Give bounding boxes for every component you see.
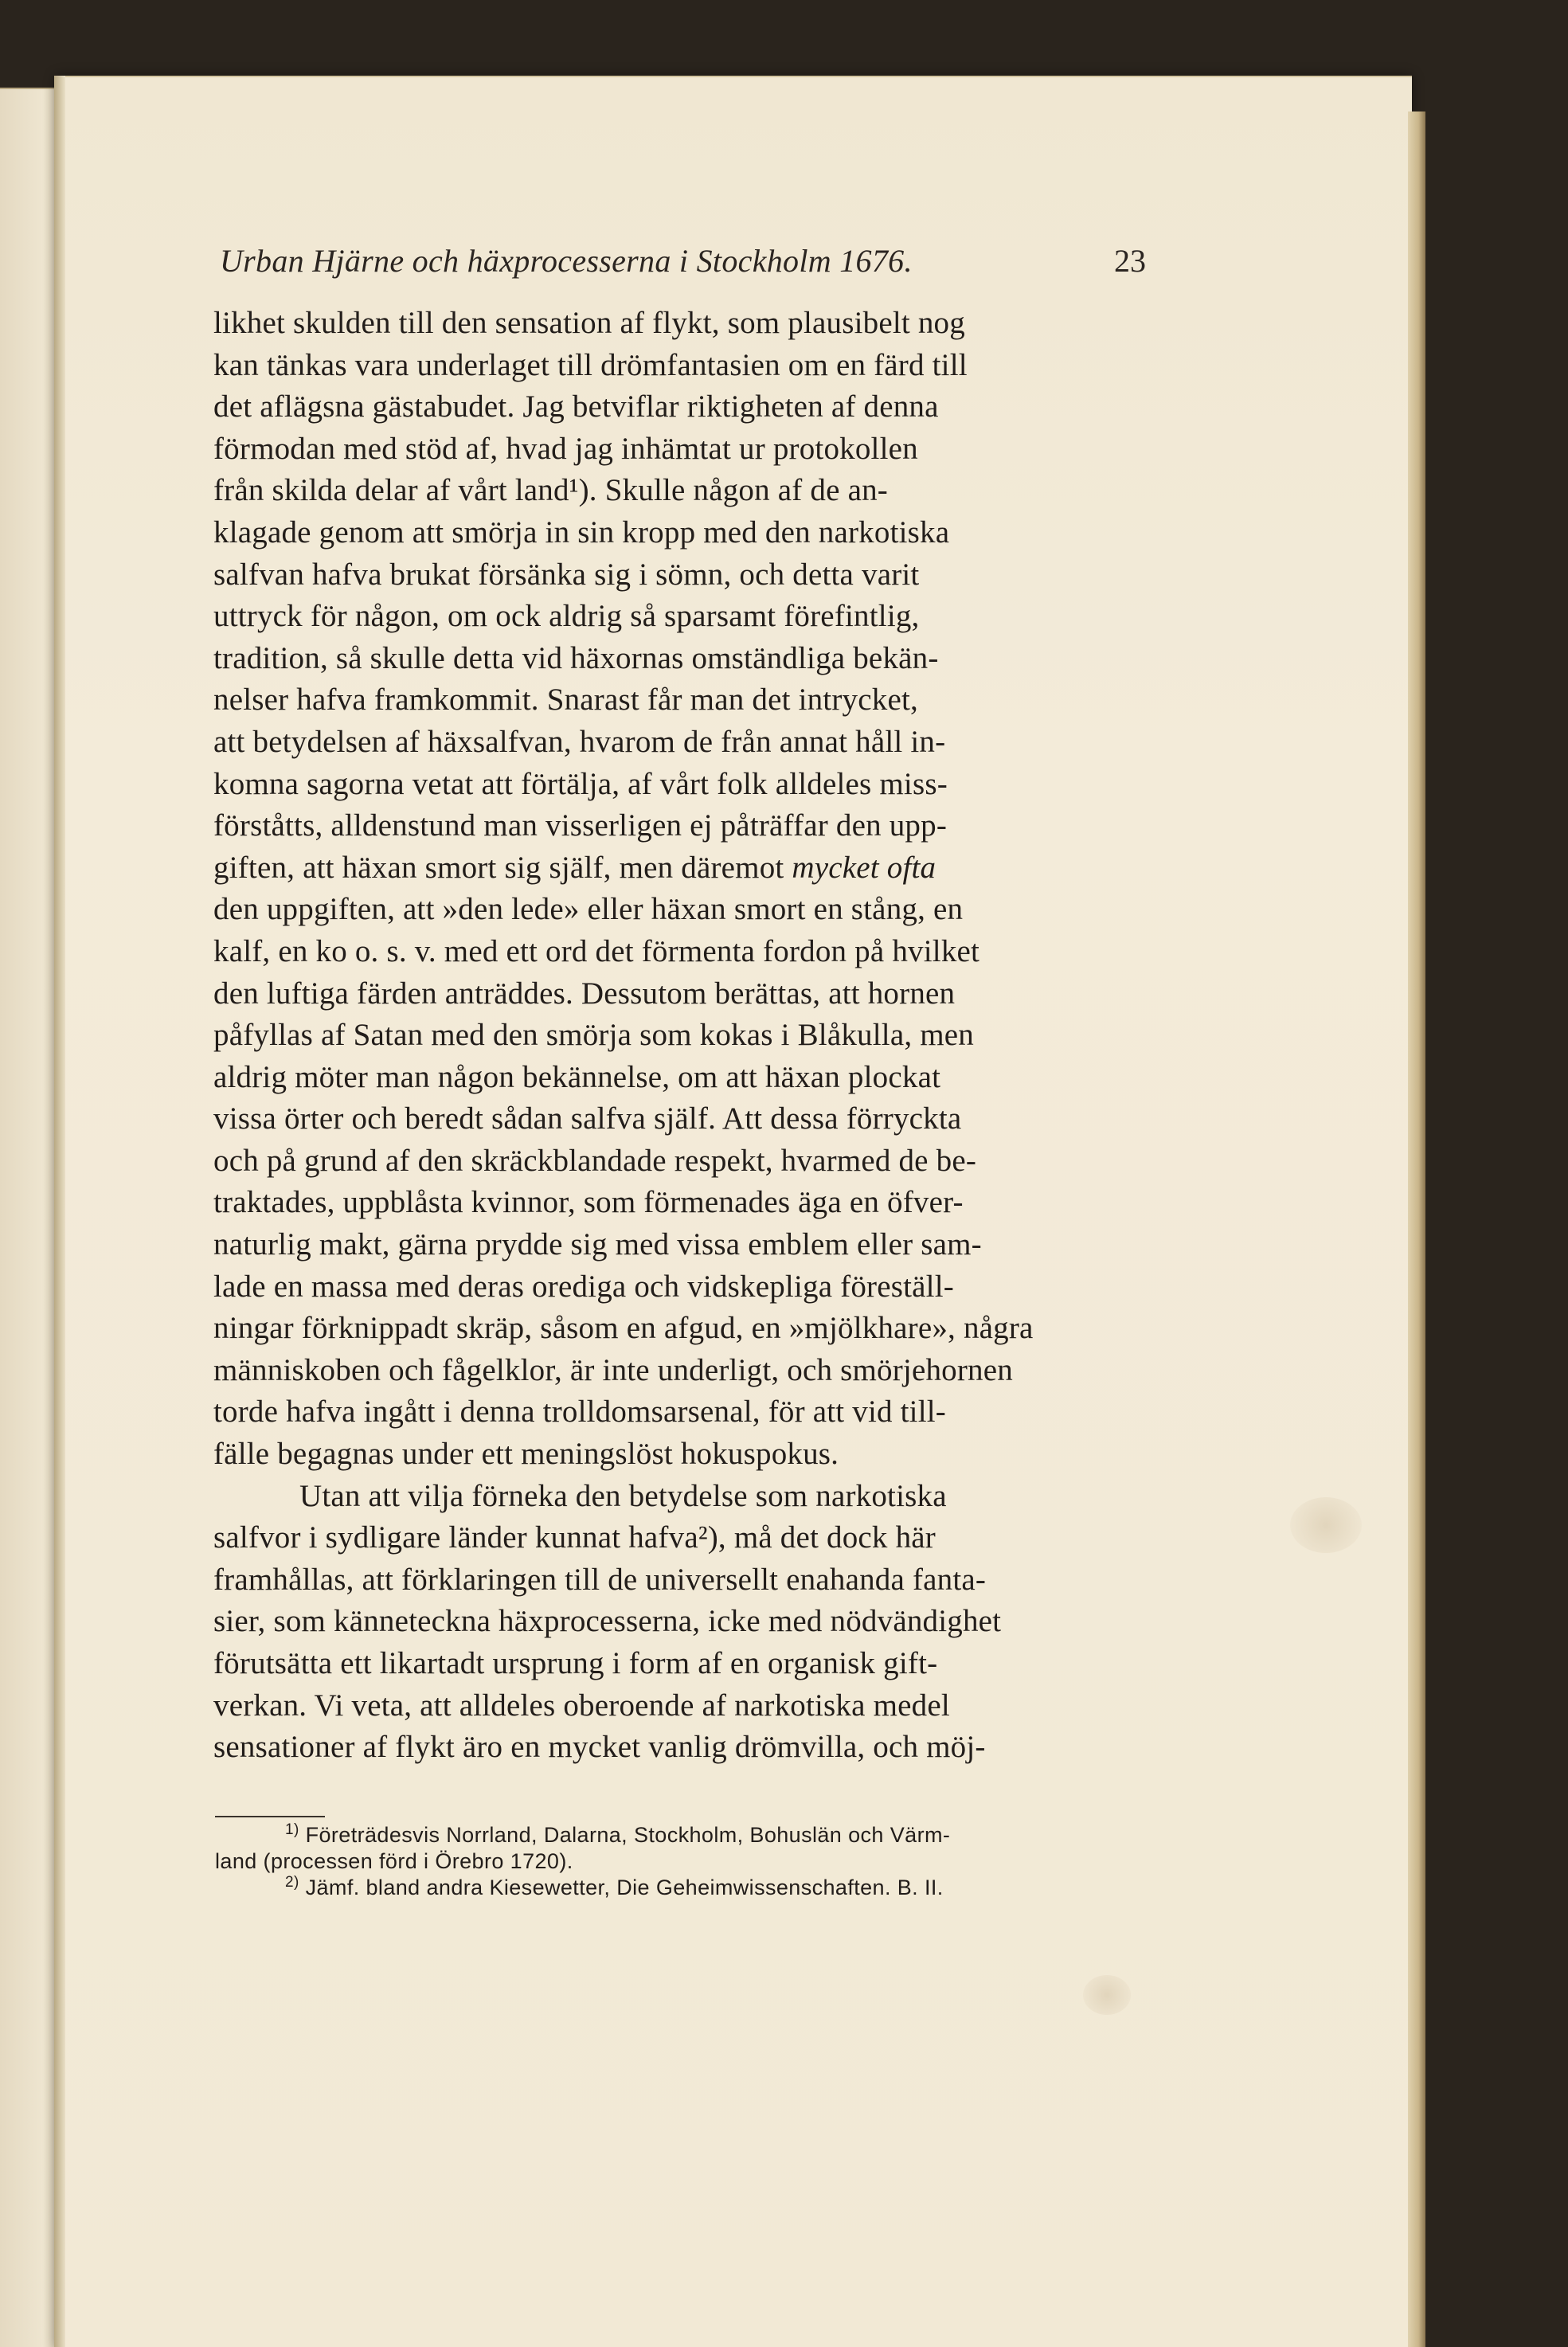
paragraph-first-line: Utan att vilja förneka den betydelse som narkotiska bbox=[299, 1478, 947, 1513]
text-line: salfvan hafva brukat försänka sig i sömn, och detta varit bbox=[213, 557, 920, 592]
text-line: att betydelsen af häxsalfvan, hvarom de från annat håll in- bbox=[213, 724, 946, 759]
footnote-marker: 1) bbox=[285, 1822, 299, 1838]
text-line: det aflägsna gästabudet. Jag betviflar riktigheten af denna bbox=[213, 389, 939, 424]
text-line: sensationer af flykt äro en mycket vanlig drömvilla, och möj- bbox=[213, 1730, 986, 1765]
text-line: förståtts, alldenstund man visserligen ej påträffar den upp- bbox=[213, 808, 948, 843]
text-line: förutsätta ett likartadt ursprung i form af en organisk gift- bbox=[213, 1646, 938, 1680]
text-line: och på grund af den skräckblandade respekt, hvarmed de be- bbox=[213, 1143, 977, 1178]
paper-stain bbox=[1290, 1497, 1362, 1553]
paper-stain bbox=[1083, 1975, 1131, 2015]
footnote-2 bbox=[215, 1875, 1147, 1901]
page-number: 23 bbox=[1114, 243, 1146, 279]
footnote-marker: 2) bbox=[285, 1875, 299, 1891]
body-text bbox=[213, 303, 1145, 1769]
text-line: den uppgiften, att »den lede» eller häxan smort en stång, en bbox=[213, 892, 964, 927]
text-line: klagade genom att smörja in sin kropp med den narkotiska bbox=[213, 514, 950, 550]
text-line bbox=[213, 847, 1145, 890]
footnote-1-line-2: land (processen förd i Örebro 1720). bbox=[215, 1849, 573, 1873]
italic-emphasis: mycket ofta bbox=[792, 850, 936, 885]
text-line: från skilda delar af vårt land¹). Skulle någon af de an- bbox=[213, 473, 888, 508]
text-line: kan tänkas vara underlaget till drömfantasien om en färd till bbox=[213, 347, 968, 382]
text-line: salfvor i sydligare länder kunnat hafva²), må det dock här bbox=[213, 1520, 936, 1555]
running-header bbox=[220, 242, 1146, 290]
text-line: tradition, så skulle detta vid häxornas omständliga bekän- bbox=[213, 640, 939, 675]
text-line: nelser hafva framkommit. Snarast får man det intrycket, bbox=[213, 683, 918, 718]
text-line: likhet skulden till den sensation af flykt, som plausibelt nog bbox=[213, 306, 965, 340]
text-line: naturlig makt, gärna prydde sig med vissa emblem eller sam- bbox=[213, 1227, 982, 1262]
text-line: uttryck för någon, om ock aldrig så sparsamt förefintlig, bbox=[213, 599, 920, 634]
text-line: den luftiga färden anträddes. Dessutom berättas, att hornen bbox=[213, 976, 956, 1011]
text-line: torde hafva ingått i denna trolldomsarsenal, för att vid till- bbox=[213, 1395, 946, 1430]
text-line: förmodan med stöd af, hvad jag inhämtat ur protokollen bbox=[213, 431, 918, 466]
footnote-text: Företrädesvis Norrland, Dalarna, Stockholm, Bohuslän och Värm- bbox=[305, 1823, 951, 1847]
page-gutter bbox=[54, 76, 65, 2347]
text-line: påfyllas af Satan med den smörja som kokas i Blåkulla, men bbox=[213, 1018, 974, 1053]
footnotes bbox=[215, 1822, 1147, 1901]
text-line: fälle begagnas under ett meningslöst hokuspokus. bbox=[213, 1437, 839, 1472]
text-line: ningar förknippadt skräp, såsom en afgud, en »mjölkhare», några bbox=[213, 1311, 1034, 1346]
text-line: verkan. Vi veta, att alldeles oberoende af narkotiska medel bbox=[213, 1688, 950, 1723]
text-line: aldrig möter man någon bekännelse, om att häxan plockat bbox=[213, 1059, 941, 1094]
text-span: giften, att häxan smort sig själf, men däremot bbox=[213, 850, 792, 885]
text-line: framhållas, att förklaringen till de universellt enahanda fanta- bbox=[213, 1562, 987, 1597]
footnote-text: Jämf. bland andra Kiesewetter, Die Geheimwissenschaften. B. II. bbox=[305, 1876, 944, 1899]
text-line: kalf, en ko o. s. v. med ett ord det förmenta fordon på hvilket bbox=[213, 933, 980, 968]
text-line: sier, som känneteckna häxprocesserna, icke med nödvändighet bbox=[213, 1604, 1002, 1639]
text-line: komna sagorna vetat att förtälja, af vårt folk alldeles miss- bbox=[213, 766, 948, 801]
running-head-title: Urban Hjärne och häxprocesserna i Stockholm 1676. bbox=[220, 243, 913, 279]
text-line: människoben och fågelklor, är inte underligt, och smörjehornen bbox=[213, 1352, 1013, 1387]
text-line: vissa örter och beredt sådan salfva själf. Att dessa förryckta bbox=[213, 1101, 962, 1136]
footnote-separator bbox=[215, 1816, 325, 1817]
footnote-1-line-1 bbox=[215, 1822, 1147, 1848]
text-line: traktades, uppblåsta kvinnor, som förmenades äga en öfver- bbox=[213, 1185, 964, 1220]
page-stack-edge bbox=[1408, 111, 1425, 2347]
text-line: lade en massa med deras orediga och vidskepliga föreställ- bbox=[213, 1269, 954, 1304]
